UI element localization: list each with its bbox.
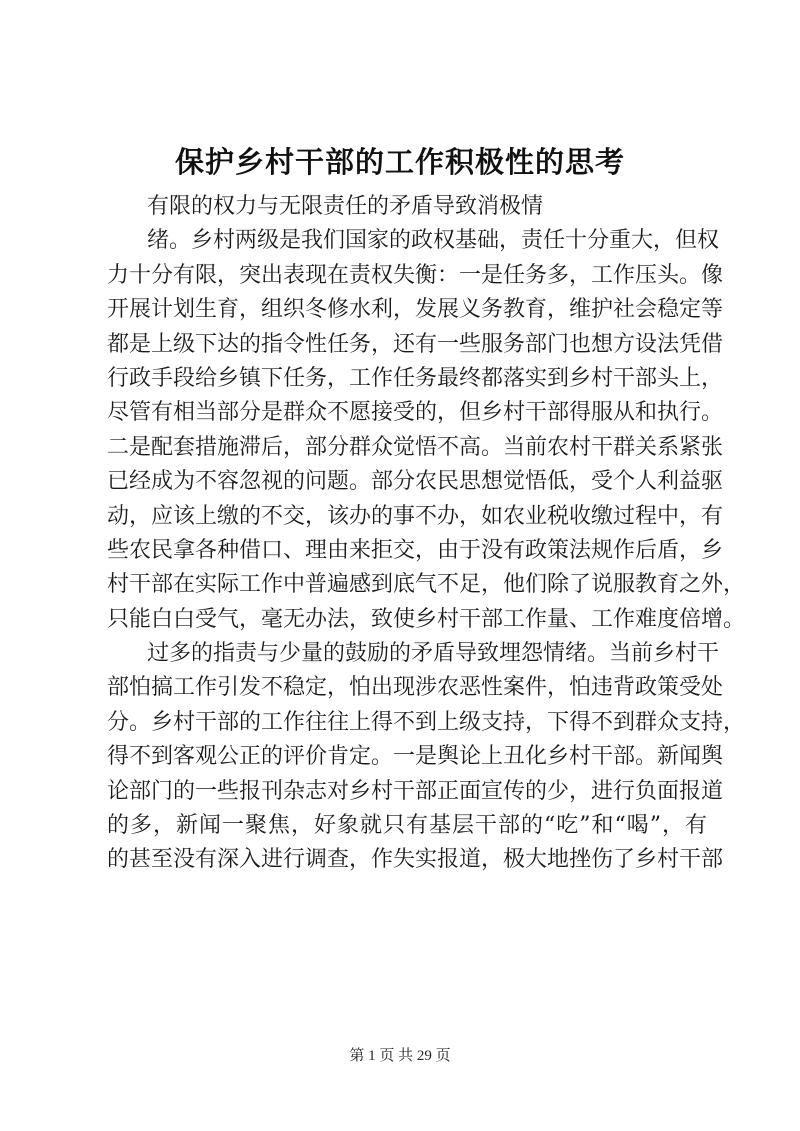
text-line: 动，应该上缴的不交，该办的事不办，如农业税收缴过程中，有 [107,503,724,529]
section-heading-line: 有限的权力与无限责任的矛盾导致消极情 [147,194,544,219]
paragraph-2 [107,637,746,878]
page-number-footer: 第 1 页 共 29 页 [349,1048,451,1064]
text-line: 力十分有限，突出表现在责权失衡：一是任务多，工作压头。像 [107,262,724,288]
text-line: 过多的指责与少量的鼓励的矛盾导致埋怨情绪。当前乡村干 [147,641,720,667]
text-line: 尽管有相当部分是群众不愿接受的，但乡村干部得服从和执行。 [107,400,724,426]
text-line: 绪。乡村两级是我们国家的政权基础，责任十分重大，但权 [147,228,720,254]
text-line: 只能白白受气，毫无办法，致使乡村干部工作量、工作难度倍增。 [107,606,746,632]
text-line: 论部门的一些报刊杂志对乡村干部正面宣传的少，进行负面报道 [107,778,724,804]
text-line: 些农民拿各种借口、理由来拒交，由于没有政策法规作后盾，乡 [107,537,724,563]
text-line: 部怕搞工作引发不稳定，怕出现涉农恶性案件，怕违背政策受处 [107,675,724,701]
text-line: 开展计划生育，组织冬修水利，发展义务教育，维护社会稳定等 [107,297,724,323]
text-line: 都是上级下达的指令性任务，还有一些服务部门也想方设法凭借 [107,331,724,357]
paragraph-1 [107,224,746,637]
text-line: 行政手段给乡镇下任务，工作任务最终都落实到乡村干部头上， [107,365,724,391]
page-title: 保护乡村干部的工作积极性的思考 [174,145,625,179]
text-line: 二是配套措施滞后，部分群众觉悟不高。当前农村干群关系紧张 [107,434,724,460]
text-line: 得不到客观公正的评价肯定。一是舆论上丑化乡村干部。新闻舆 [107,744,724,770]
text-line: 已经成为不容忽视的问题。部分农民思想觉悟低，受个人利益驱 [107,469,724,495]
text-line: 分。乡村干部的工作往往上得不到上级支持，下得不到群众支持， [107,709,746,735]
document-body [107,190,746,878]
text-line: 的多，新闻一聚焦，好象就只有基层干部的“吃”和“喝”，有 [107,813,707,839]
text-line: 村干部在实际工作中普遍感到底气不足，他们除了说服教育之外， [107,572,746,598]
text-line: 的甚至没有深入进行调查，作失实报道，极大地挫伤了乡村干部 [107,847,724,873]
